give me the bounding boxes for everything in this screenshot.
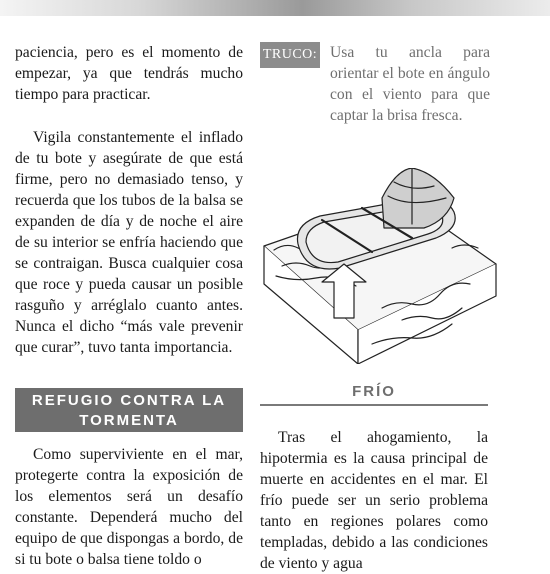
cold-section-text <box>260 427 488 574</box>
storm-heading-line1: REFUGIO CONTRA LA <box>31 392 227 409</box>
storm-heading-line2: TORMENTA <box>79 412 179 429</box>
storm-shelter-heading <box>15 388 243 432</box>
top-photo-band <box>0 0 550 16</box>
tip-box <box>260 42 488 122</box>
paragraph-storm: Como superviviente en el mar, protegerte contra la exposición de los elementos será un desafío constante. Dependerá mucho del equipo de que dispongas a bordo, de si tu bote o balsa tiene toldo o <box>15 446 243 568</box>
paragraph-inflation: Vigila constantemente el inflado de tu bote y asegúrate de que está firme, pero no demasiado tenso, y recuerda que los tubos de la balsa se expanden de día y de noche el aire de su interior se enfría haciendo que se contraigan. Busca cualquier cosa que roce y pueda causar un posible rasguño y arréglalo cuanto antes. Nunca el dicho “más vale prevenir que curar”, tuvo tanta importancia. <box>15 129 243 356</box>
right-column <box>260 42 488 122</box>
paragraph-patience: paciencia, pero es el momento de empezar, ya que tendrás mucho tiempo para practicar. <box>15 44 243 103</box>
life-raft-illustration <box>262 168 498 364</box>
left-column <box>15 42 243 358</box>
tip-label: TRUCO: <box>260 42 320 68</box>
tip-text: Usa tu ancla para orientar el bote en ángulo con el viento para que captar la brisa fresca. <box>330 44 490 124</box>
cold-heading: FRÍO <box>260 383 488 406</box>
storm-section-text <box>15 444 243 570</box>
paragraph-cold: Tras el ahogamiento, la hipotermia es la causa principal de muerte en accidentes en el mar. El frío puede ser un serio problema tanto en regiones polares como templadas, debido a las condiciones de viento y agua <box>260 429 488 572</box>
